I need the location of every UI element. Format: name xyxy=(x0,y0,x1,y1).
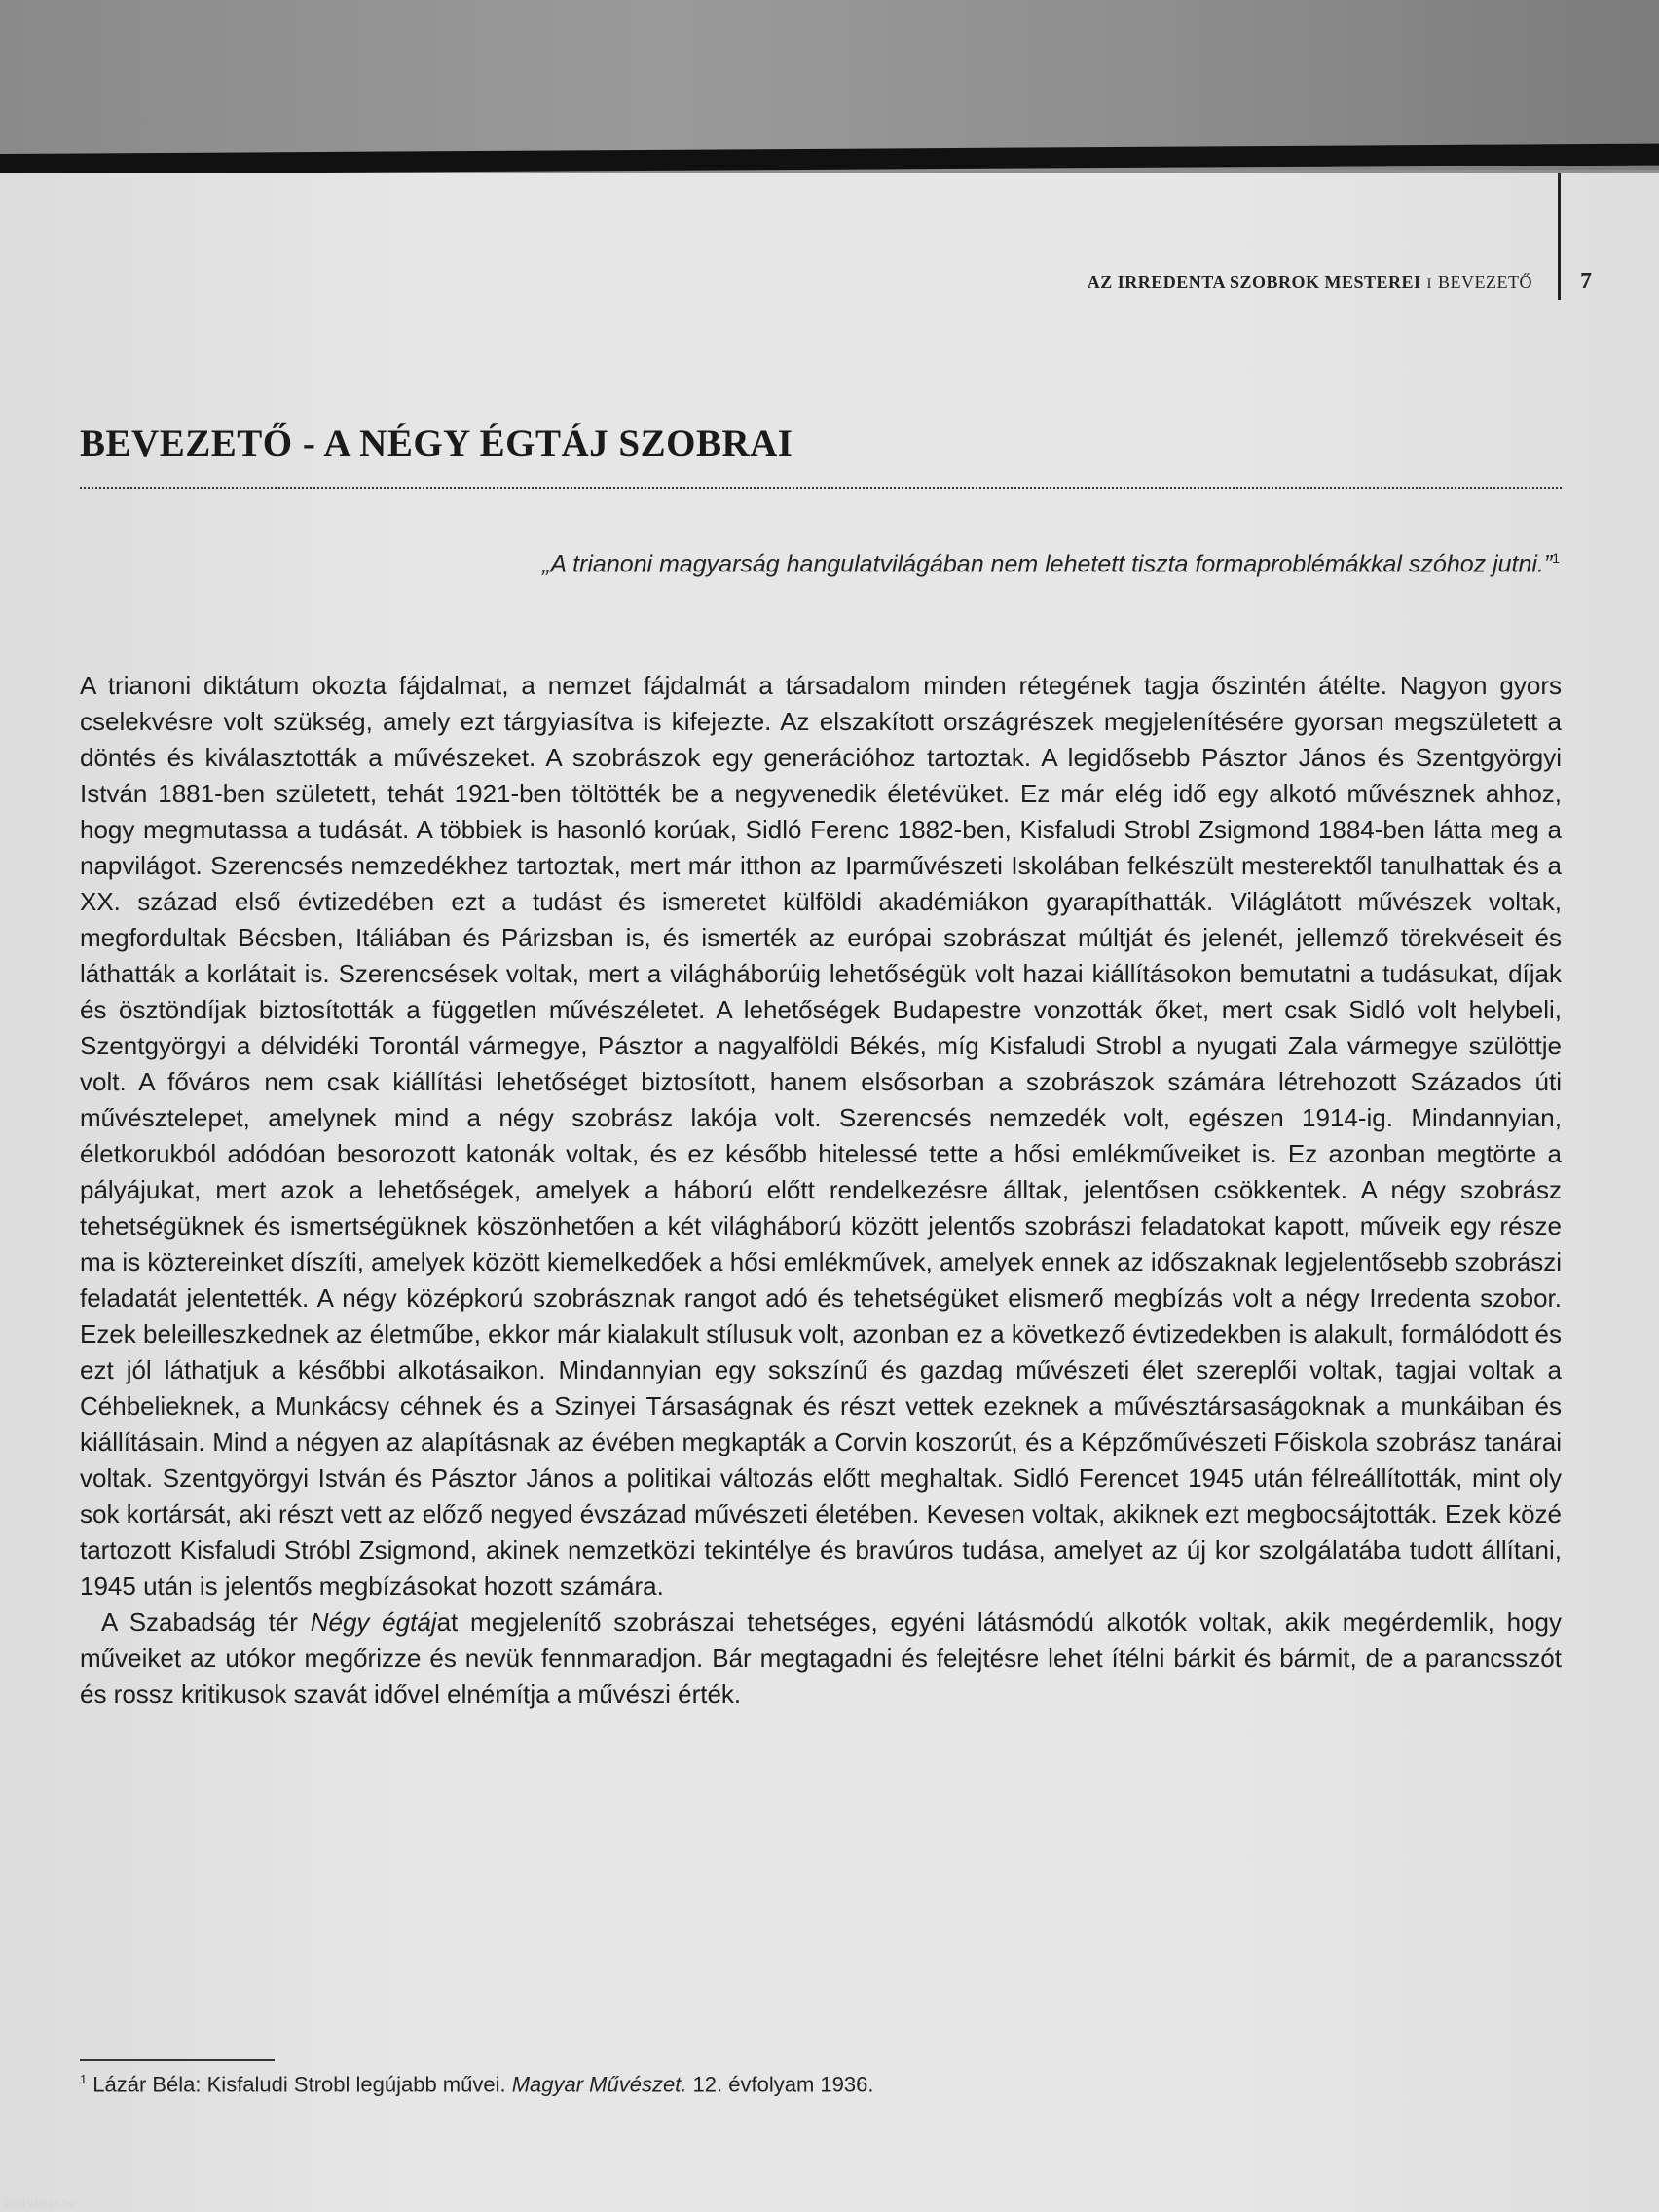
chapter-title: BEVEZETŐ - A NÉGY ÉGTÁJ SZOBRAI xyxy=(80,423,793,464)
epigraph-quote xyxy=(294,550,1560,578)
footnote-number: 1 xyxy=(80,2072,88,2086)
paragraph-1: A trianoni diktátum okozta fájdalmat, a nemzet fájdalmát a társadalom minden rétegének tagja őszintén átélte. Nagyon gyors cselekvésre volt szükség, amely ezt tárgyiasítva is kifejezte. Az elszakított országrészek megjelenítésére gyorsan megszületett a döntés és kiválasztották a művészeket. A szobrászok egy generációhoz tartoztak. A legidősebb Pásztor János és Szentgyörgyi István 1881-ben született, tehát 1921-ben töltötték be a negyvenedik életévüket. Ez már elég idő egy alkotó művésznek ahhoz, hogy megmutassa a tudását. A többiek is hasonló korúak, Sidló Ferenc 1882-ben, Kisfaludi Strobl Zsigmond 1884-ben látta meg a napvilágot. Szerencsés nemzedékhez tartoztak, mert már itthon az Iparművészeti Iskolában felkészült mesterektől tanulhattak és a XX. század első évtizedében ezt a tudást és ismeretet külföldi akadémiákon gyarapíthatták. Világlátott művészek voltak, megfordultak Bécsben, Itáliában és Párizsban is, és ismerték az európai szobrászat múltját és jelenét, jellemző törekvéseit és láthatták a korlátait is. Szerencsések voltak, mert a világháborúig lehetőségük volt hazai kiállításokon bemutatni a tudásukat, díjak és ösztöndíjak biztosították a független művészéletet. A lehetőségek Budapestre vonzották őket, mert csak Sidló volt helybeli, Szentgyörgyi a délvidéki Torontál vármegye, Pásztor a nagyalföldi Békés, míg Kisfaludi Strobl a nyugati Zala vármegye szülöttje volt. A főváros nem csak kiállítási lehetőséget biztosított, hanem elsősorban a szobrászok számára létrehozott Százados úti művésztelepet, amelynek mind a négy szobrász lakója volt. Szerencsés nemzedék volt, egészen 1914-ig. Mindannyian, életkorukból adódóan besorozott katonák voltak, és ez később hitelessé tette a hősi emlékműveiket is. Ez azonban megtörte a pályájukat, mert azok a lehetőségek, amelyek a háború előtt rendelkezésre álltak, jelentősen csökkentek. A négy szobrász tehetségüknek és ismertségüknek köszönhetően a két világháború között jelentős szobrászi feladatokat kapott, műveik egy része ma is köztereinket díszíti, amelyek között kiemelkedőek a hősi emlékművek, amelyek ennek az időszaknak legjelentősebb szobrászi feladatát jelentették. A négy középkorú szobrásznak rangot adó és tehetségüket elismerő megbízás volt a négy Irredenta szobor. Ezek beleilleszkednek az életműbe, ekkor már kialakult stílusuk volt, azonban ez a következő évtizedekben is alakult, formálódott és ezt jól láthatjuk a későbbi alkotásaikon. Mindannyian egy sokszínű és gazdag művészeti élet szereplői voltak, tagjai voltak a Céhbelieknek, a Munkácsy céhnek és a Szinyei Társaságnak és részt vettek ezeknek a művésztársaságoknak a munkáiban és kiállításain. Mind a négyen az alapításnak az évében megkapták a Corvin koszorút, és a Képzőművészeti Főiskola szobrász tanárai voltak. Szentgyörgyi István és Pásztor János a politikai változás előtt meghaltak. Sidló Ferencet 1945 után félreállították, mint oly sok kortársát, aki részt vett az előző negyed évszázad művészeti életében. Kevesen voltak, akiknek ezt megbocsájtották. Ezek közé tartozott Kisfaludi Stróbl Zsigmond, akinek nemzetközi tekintélye és bravúros tudása, amelyet az új kor szolgálatába tudott állítani, 1945 után is jelentős megbízásokat hozott számára. xyxy=(80,671,1562,1601)
footnote-text: Lázár Béla: Kisfaludi Strobl legújabb művei. xyxy=(92,2072,512,2097)
footnote-rule xyxy=(80,2059,275,2061)
paragraph-2-rest: at megjelenítő szobrászai tehetséges, egyéni látásmódú alkotók voltak, akik megérdemlik, hogy műveiket az utókor megőrizze és nevük fennmaradjon. Bár megtagadni és felejtésre lehet ítélni bárkit és bármit, de a parancsszót és rossz kritikusok szavát idővel elnémítja a művészi érték. xyxy=(80,1607,1562,1709)
running-head xyxy=(1088,273,1532,293)
book-page xyxy=(0,173,1659,2212)
epigraph-footnote-ref: 1 xyxy=(1552,550,1560,566)
footnote xyxy=(80,2072,1540,2097)
running-head-section: BEVEZETŐ xyxy=(1438,273,1532,292)
footnote-details: 12. évfolyam 1936. xyxy=(686,2072,874,2097)
body-text xyxy=(80,668,1562,1713)
title-dotted-rule xyxy=(80,487,1562,489)
running-head-separator: I xyxy=(1426,276,1433,292)
watermark: Antikvárium.hu xyxy=(4,2198,75,2210)
running-head-title: AZ IRREDENTA SZOBROK MESTEREI xyxy=(1087,273,1421,292)
footnote-journal: Magyar Művészet. xyxy=(511,2072,687,2097)
paragraph-2-lead: A Szabadság tér xyxy=(101,1607,311,1637)
page-number: 7 xyxy=(1580,269,1592,294)
epigraph-text: „A trianoni magyarság hangulatvilágában nem lehetett tiszta formaproblémákkal szóhoz jutni.” xyxy=(542,550,1553,578)
paragraph-2 xyxy=(80,1604,1562,1713)
header-divider xyxy=(1558,173,1561,300)
paragraph-2-italic-title: Négy égtáj xyxy=(310,1607,437,1637)
